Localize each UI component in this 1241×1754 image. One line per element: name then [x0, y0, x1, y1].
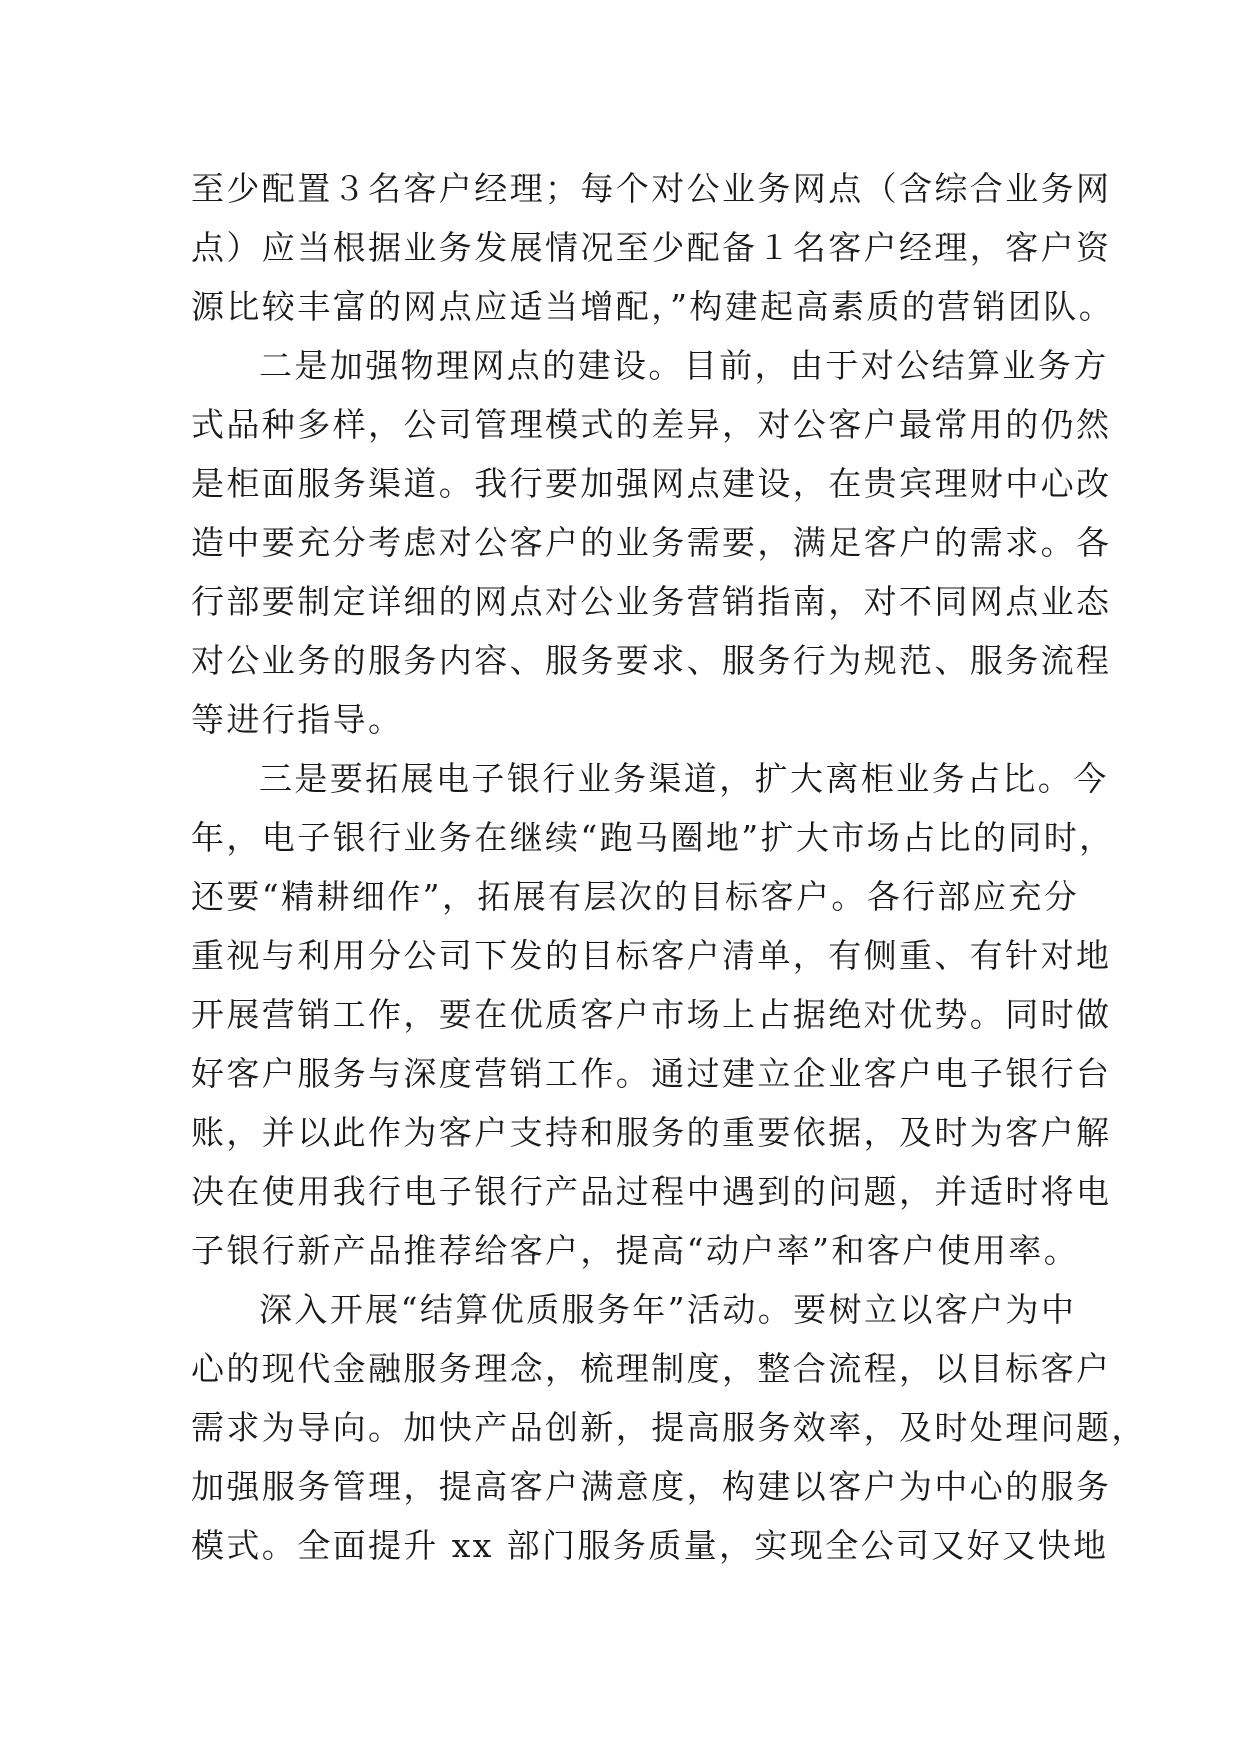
- paragraph-2-line-4: 造中要充分考虑对公客户的业务需要，满足客户的需求。各: [191, 523, 1112, 562]
- paragraph-3-line-4: 重视与利用分公司下发的目标客户清单，有侧重、有针对地: [191, 936, 1112, 975]
- paragraph-3-line-6: 好客户服务与深度营销工作。通过建立企业客户电子银行台: [191, 1054, 1112, 1093]
- paragraph-2-line-6: 对公业务的服务内容、服务要求、服务行为规范、服务流程: [191, 641, 1112, 680]
- paragraph-2-line-7: 等进行指导。: [191, 700, 404, 739]
- paragraph-4-line-4: 加强服务管理，提高客户满意度，构建以客户为中心的服务: [191, 1467, 1112, 1506]
- document-body: [191, 159, 1147, 1575]
- paragraph-4-line-2: 心的现代金融服务理念，梳理制度，整合流程，以目标客户: [191, 1349, 1112, 1388]
- paragraph-3-line-8: 决在使用我行电子银行产品过程中遇到的问题，并适时将电: [191, 1172, 1112, 1211]
- paragraph-2-line-2: 式品种多样，公司管理模式的差异，对公客户最常用的仍然: [191, 405, 1112, 444]
- paragraph-3-line-1: 三是要拓展电子银行业务渠道，扩大离柜业务占比。今: [259, 759, 1109, 798]
- paragraph-3-line-3: 还要“精耕细作”，拓展有层次的目标客户。各行部应充分: [191, 877, 1080, 916]
- paragraph-3-line-5: 开展营销工作，要在优质客户市场上占据绝对优势。同时做: [191, 995, 1112, 1034]
- paragraph-1-line-3: 源比较丰富的网点应适当增配，”构建起高素质的营销团队。: [191, 287, 1115, 326]
- paragraph-4-line-1: 深入开展“结算优质服务年”活动。要树立以客户为中: [259, 1290, 1077, 1329]
- paragraph-4-line-3: 需求为导向。加快产品创新，提高服务效率，及时处理问题，: [191, 1408, 1147, 1447]
- paragraph-3-line-7: 账，并以此作为客户支持和服务的重要依据，及时为客户解: [191, 1113, 1112, 1152]
- paragraph-2-line-5: 行部要制定详细的网点对公业务营销指南，对不同网点业态: [191, 582, 1112, 621]
- paragraph-2-line-3: 是柜面服务渠道。我行要加强网点建设，在贵宾理财中心改: [191, 464, 1112, 503]
- paragraph-2-line-1: 二是加强物理网点的建设。目前，由于对公结算业务方: [259, 346, 1109, 385]
- paragraph-3-line-9: 子银行新产品推荐给客户，提高“动户率”和客户使用率。: [191, 1231, 1080, 1270]
- paragraph-3-line-2: 年，电子银行业务在继续“跑马圈地”扩大市场占比的同时，: [191, 818, 1115, 857]
- paragraph-4-line-5: 模式。全面提升 xx 部门服务质量，实现全公司又好又快地: [191, 1526, 1109, 1565]
- paragraph-1-line-2: 点）应当根据业务发展情况至少配备１名客户经理，客户资: [191, 228, 1112, 267]
- paragraph-1-line-1: 至少配置３名客户经理；每个对公业务网点（含综合业务网: [191, 169, 1112, 208]
